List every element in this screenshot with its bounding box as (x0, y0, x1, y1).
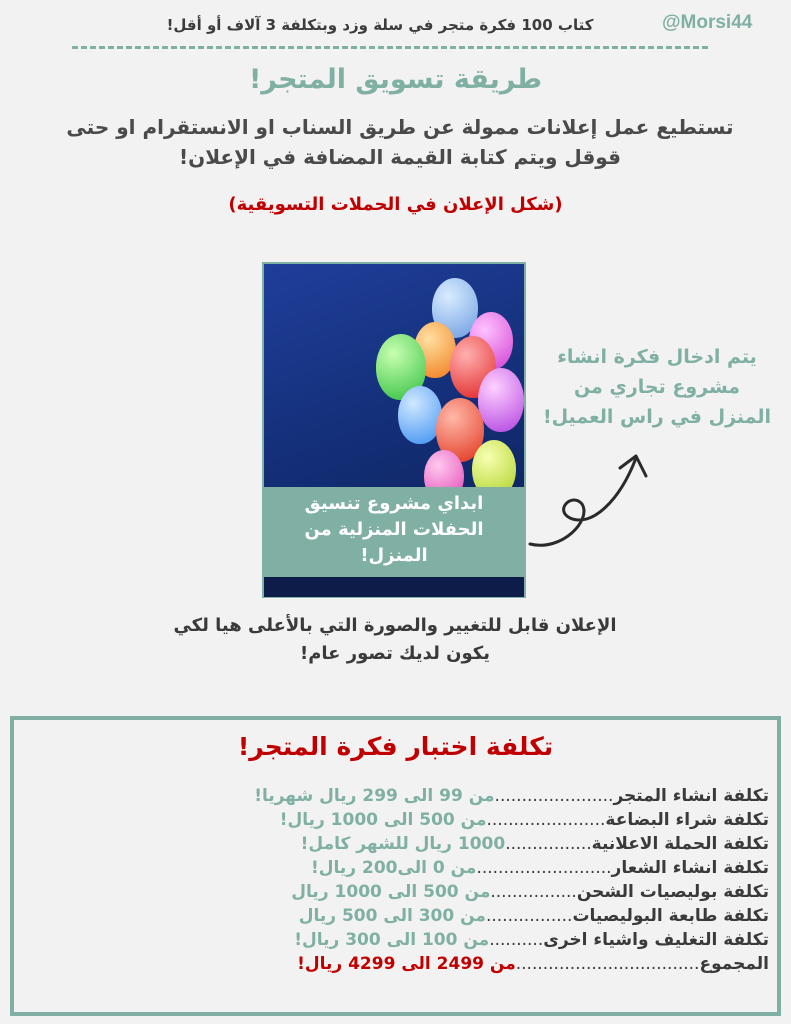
intro-paragraph (40, 112, 760, 172)
cost-name: تكلفة التغليف واشياء اخرى (543, 930, 769, 950)
cost-name: تكلفة انشاء الشعار (611, 858, 769, 878)
side-note-line: مشروع تجاري من (573, 376, 741, 398)
ad-caption-line: الحفلات المنزلية من (304, 519, 484, 540)
cost-row (26, 928, 769, 952)
cost-name: تكلفة طابعة البوليصيات (572, 906, 769, 926)
cost-name: تكلفة انشاء المتجر (613, 786, 769, 806)
side-note-line: المنزل في راس العميل! (542, 406, 772, 428)
ad-caption-line: ابداي مشروع تنسيق (304, 493, 484, 514)
cost-dots: ......................... (476, 858, 612, 878)
cost-name: تكلفة شراء البضاعة (605, 810, 769, 830)
balloon-shape (478, 368, 524, 432)
ad-caption-line: المنزل! (360, 545, 428, 566)
cost-row (26, 808, 769, 832)
cost-value: من 0 الى200 ريال! (311, 858, 477, 878)
cost-dots: ................ (505, 834, 592, 854)
cost-total-row (26, 952, 769, 976)
ad-note-line: يكون لديك تصور عام! (300, 643, 490, 664)
cost-row (26, 784, 769, 808)
ad-shape-label: (شكل الإعلان في الحملات التسويقية) (228, 194, 563, 215)
cost-value: من 500 الى 1000 ريال (291, 882, 491, 902)
cost-value: من 99 الى 299 ريال شهريا! (254, 786, 495, 806)
cost-dots: .......... (489, 930, 544, 950)
cost-row (26, 856, 769, 880)
cost-value: 1000 ريال للشهر كامل! (300, 834, 506, 854)
author-handle: @Morsi44 (662, 12, 753, 33)
ad-note-line: الإعلان قابل للتغيير والصورة التي بالأعلى هيا لكي (173, 615, 617, 636)
ad-caption (262, 487, 526, 577)
cost-dots: ...................... (486, 810, 606, 830)
cost-value: من 500 الى 1000 ريال! (279, 810, 487, 830)
intro-line: قوقل ويتم كتابة القيمة المضافة في الإعلان! (179, 145, 621, 169)
cost-value: من 300 الى 500 ريال (298, 906, 486, 926)
cost-dots: ................ (485, 906, 573, 926)
dashed-divider (72, 46, 708, 49)
cost-name: تكلفة بوليصيات الشحن (576, 882, 769, 902)
cost-value: من 2499 الى 4299 ريال! (297, 954, 516, 974)
section-title: طريقة تسويق المتجر! (248, 64, 543, 95)
cost-value: من 100 الى 300 ريال! (294, 930, 490, 950)
intro-line: تستطيع عمل إعلانات ممولة عن طريق السناب او الانستقرام او حتى (66, 115, 734, 139)
cost-row (26, 832, 769, 856)
book-title: كتاب 100 فكرة متجر في سلة وزد وبتكلفة 3 آلاف أو أقل! (166, 16, 594, 34)
cost-row (26, 880, 769, 904)
side-note (532, 342, 782, 432)
cost-name: المجموع (699, 954, 769, 974)
cost-dots: ................ (490, 882, 577, 902)
header (0, 8, 791, 44)
cost-box (10, 716, 781, 1016)
cost-dots: .................................. (515, 954, 700, 974)
cost-title: تكلفة اختبار فكرة المتجر! (237, 732, 554, 761)
side-note-line: يتم ادخال فكرة انشاء (557, 346, 757, 368)
ad-image-footer (264, 577, 524, 597)
cost-list (26, 784, 769, 976)
cost-name: تكلفة الحملة الاعلانية (591, 834, 769, 854)
cost-dots: ...................... (494, 786, 614, 806)
cost-row (26, 904, 769, 928)
ad-note (140, 612, 650, 668)
curved-arrow-icon (522, 440, 662, 560)
